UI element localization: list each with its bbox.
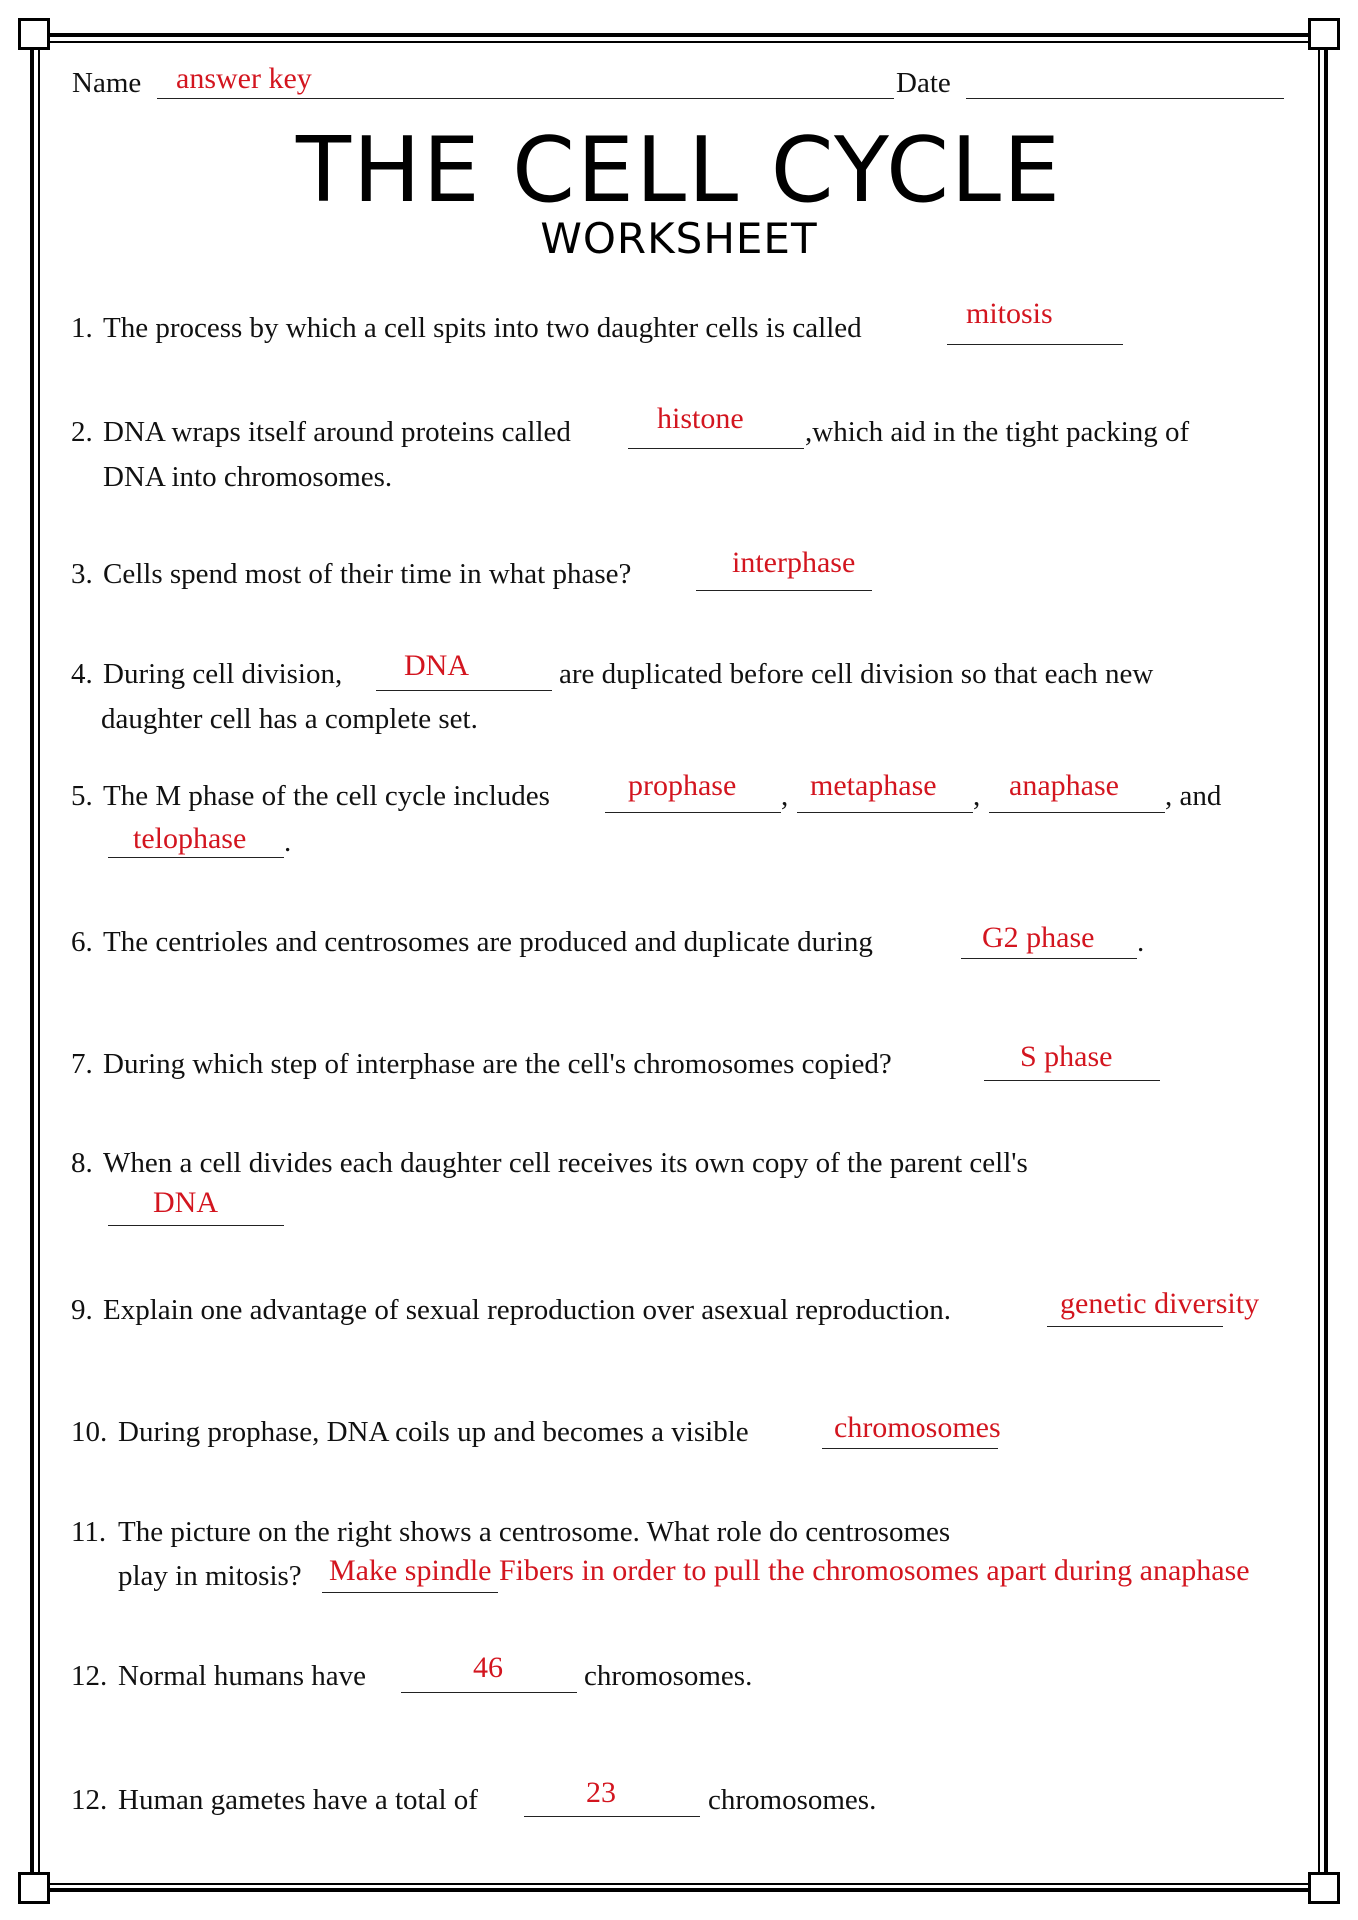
date-label: Date [896, 67, 951, 99]
corner-ornament-bottom-left [18, 1872, 50, 1904]
question-number: 1. [71, 312, 93, 344]
question-text-continued: chromosomes. [708, 1784, 877, 1816]
question-text-continued: ,which aid in the tight packing of [805, 416, 1190, 448]
answer-blank[interactable] [108, 1225, 284, 1226]
corner-ornament-bottom-right [1308, 1872, 1340, 1904]
name-label: Name [72, 67, 142, 99]
question-text: The process by which a cell spits into two daughter cells is called [103, 312, 862, 344]
question-number: 8. [71, 1147, 93, 1179]
question-number: 2. [71, 416, 93, 448]
question-text-line2: play in mitosis? [118, 1560, 302, 1592]
question-number: 6. [71, 926, 93, 958]
question-text-continued: are duplicated before cell division so that each new [559, 658, 1154, 690]
answer-text: 23 [586, 1776, 616, 1809]
answer-text: G2 phase [982, 921, 1095, 954]
answer-text: prophase [628, 769, 737, 802]
name-field-line[interactable] [157, 98, 894, 99]
answer-blank[interactable] [605, 812, 781, 813]
question-text: Cells spend most of their time in what phase? [103, 558, 632, 590]
question-text: Normal humans have [118, 1660, 367, 1692]
answer-blank[interactable] [947, 344, 1123, 345]
answer-text: metaphase [810, 769, 937, 802]
question-number: 3. [71, 558, 93, 590]
answer-text: mitosis [966, 297, 1053, 330]
date-field-line[interactable] [966, 98, 1284, 99]
corner-ornament-top-left [18, 18, 50, 50]
answer-blank[interactable] [797, 812, 973, 813]
answer-blank[interactable] [401, 1692, 577, 1693]
answer-text: DNA [153, 1186, 218, 1219]
answer-text: genetic diversity [1060, 1287, 1260, 1320]
separator-and: , and [1165, 780, 1222, 812]
separator-comma: , [973, 780, 981, 812]
name-field-value: answer key [176, 62, 312, 95]
answer-blank[interactable] [376, 690, 552, 691]
answer-blank[interactable] [822, 1448, 998, 1449]
question-number: 7. [71, 1048, 93, 1080]
question-number: 5. [71, 780, 93, 812]
question-text: The centrioles and centrosomes are produced and duplicate during [103, 926, 873, 958]
answer-blank[interactable] [524, 1816, 700, 1817]
page-subtitle: WORKSHEET [540, 214, 818, 263]
sentence-period: . [1137, 926, 1145, 958]
question-text: When a cell divides each daughter cell receives its own copy of the parent cell's [103, 1147, 1028, 1179]
question-text-line2: daughter cell has a complete set. [101, 703, 478, 735]
answer-blank[interactable] [628, 448, 804, 449]
answer-text: chromosomes [834, 1411, 1001, 1444]
question-text: DNA wraps itself around proteins called [103, 416, 571, 448]
answer-text: telophase [133, 822, 247, 855]
answer-blank[interactable] [322, 1592, 498, 1593]
question-number: 9. [71, 1294, 93, 1326]
question-number: 12. [71, 1660, 108, 1692]
question-number: 11. [71, 1516, 107, 1548]
question-text: Explain one advantage of sexual reproduction over asexual reproduction. [103, 1294, 951, 1326]
answer-blank[interactable] [961, 958, 1137, 959]
question-number: 4. [71, 658, 93, 690]
answer-blank[interactable] [696, 590, 872, 591]
question-text-continued: chromosomes. [584, 1660, 753, 1692]
question-text: During cell division, [103, 658, 343, 690]
sentence-period: . [284, 826, 292, 858]
answer-text: anaphase [1009, 769, 1119, 802]
corner-ornament-top-right [1308, 18, 1340, 50]
answer-text: DNA [404, 649, 469, 682]
answer-text: 46 [473, 1651, 503, 1684]
question-text-line2: DNA into chromosomes. [103, 461, 393, 493]
question-text: The picture on the right shows a centrosome. What role do centrosomes [118, 1516, 951, 1548]
answer-text: Make spindle Fibers in order to pull the chromosomes apart during anaphase [329, 1554, 1250, 1587]
answer-text: histone [657, 402, 744, 435]
answer-blank[interactable] [984, 1080, 1160, 1081]
answer-blank[interactable] [108, 857, 284, 858]
page-title: THE CELL CYCLE [296, 118, 1062, 223]
question-number: 10. [71, 1416, 108, 1448]
question-text: Human gametes have a total of [118, 1784, 478, 1816]
answer-blank[interactable] [1047, 1326, 1223, 1327]
question-text: During prophase, DNA coils up and becomes a visible [118, 1416, 749, 1448]
separator-comma: , [781, 780, 789, 812]
answer-blank[interactable] [989, 812, 1165, 813]
answer-text: S phase [1020, 1040, 1113, 1073]
question-number: 12. [71, 1784, 108, 1816]
question-text: During which step of interphase are the cell's chromosomes copied? [103, 1048, 892, 1080]
question-text: The M phase of the cell cycle includes [103, 780, 550, 812]
answer-text: interphase [732, 546, 856, 579]
